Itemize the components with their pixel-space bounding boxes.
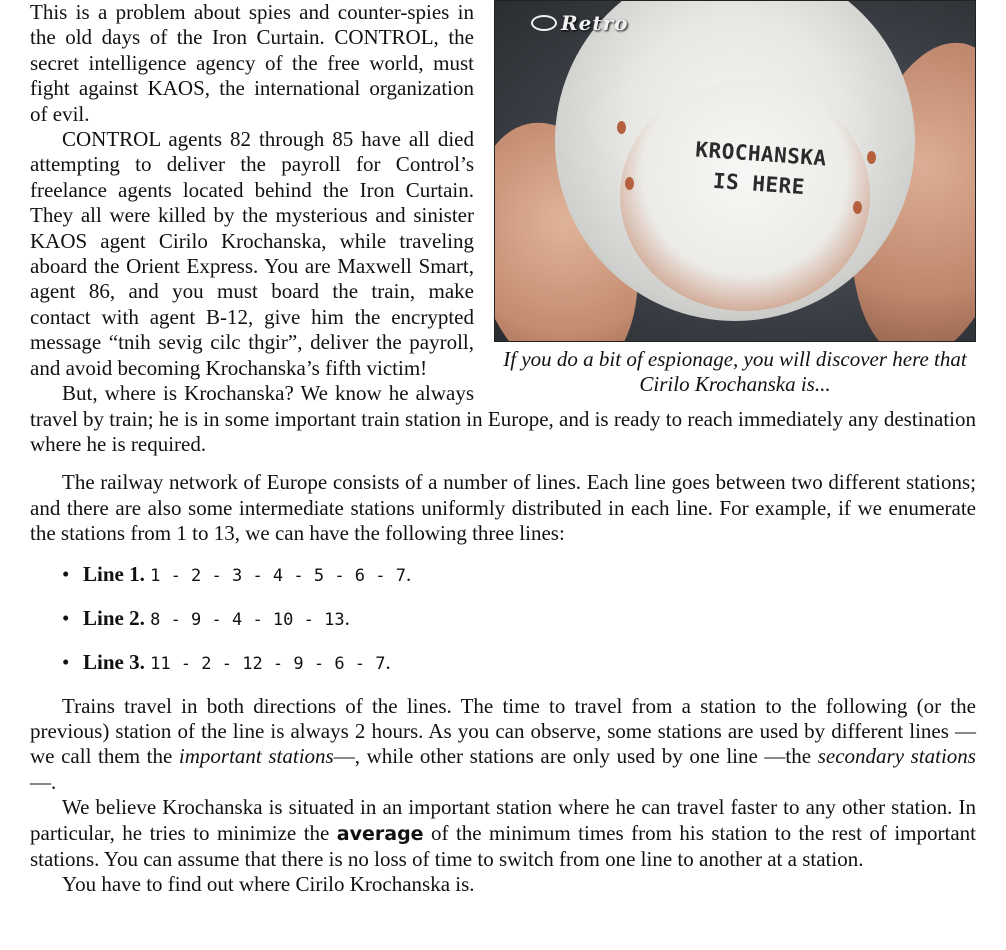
stain-mark [617,121,626,134]
line-label: Line 3. [83,649,145,674]
line-label: Line 2. [83,605,145,630]
cup-photo [494,0,976,342]
text-run: —. [30,769,57,794]
bullet-icon: • [62,649,70,674]
line-end: . [405,561,412,586]
paragraph-where: But, where is Krochanska? We know he always travel by train; he is in some important train station in Europe, and is ready to reach immediately any destination where he is required. [30,381,976,456]
paragraph-agents: CONTROL agents 82 through 85 have all died attempting to deliver the payroll for Control’s freelance agents located behind the Iron Curtain. They all were killed by the mysterious and sinister KAOS agent Cirilo Krochanska, while traveling aboard the Orient Express. You are Maxwell Smart, agent 86, and you must board the train, make contact with agent B-12, give him the encrypted message “tnih sevig cilc thgir”, deliver the payroll, and avoid becoming Krochanska’s fifth victim! [30,127,474,380]
paragraph-travel [30,694,976,796]
line-end: . [344,605,350,630]
retro-logo [531,11,628,36]
paragraph-intro: This is a problem about spies and counter-spies in the old days of the Iron Curtain. CONTROL, the secret intelligence agency of the free world, must fight against KAOS, the international organization of evil. [30,0,474,126]
list-item [62,606,976,633]
stain-mark [853,201,862,214]
cup-message-line2: IS HERE [712,168,806,200]
term-secondary-stations: secondary stations [817,744,976,769]
paragraph-task: You have to find out where Cirilo Krochanska is. [62,872,475,897]
line-stations: 8 - 9 - 4 - 10 - 13 [150,609,345,630]
paragraph-belief [30,795,976,872]
retro-logo-icon [531,15,557,31]
cup-message-line1: KROCHANSKA [694,137,828,171]
lines-list [30,562,976,677]
stain-mark [867,151,876,164]
list-item [62,562,976,589]
document-page [30,0,976,898]
line-end: . [385,649,391,674]
bullet-icon: • [62,605,70,630]
bullet-icon: • [62,561,70,586]
list-item [62,650,976,677]
cup-message [673,133,847,205]
paragraph-network: The railway network of Europe consists of a number of lines. Each line goes between two different stations; and there are also some intermediate stations uniformly distributed in each line. For example, if we enumerate the stations from 1 to 13, we can have the following three lines: [30,470,976,546]
stain-mark [625,177,634,190]
text-run: —, while other stations are only used by one line —the [333,744,818,769]
figure-caption: If you do a bit of espionage, you will discover here that Cirilo Krochanska is... [503,347,967,397]
line-stations: 1 - 2 - 3 - 4 - 5 - 6 - 7 [150,565,406,586]
figure [494,0,976,398]
text-run: of the minimum times from his station to the rest of important stations. You can assume that there is no loss of time to switch from one line to another at a station. [30,820,976,871]
text-run: Trains travel in both directions of the lines. The time to travel from a station to the following (or the previous) station of the line is always 2 hours. As you can observe, some stations are used by different lines —we call them the [30,693,976,769]
line-label: Line 1. [83,561,145,586]
term-important-stations: important stations [178,744,334,769]
retro-logo-text: Retro [561,11,629,35]
line-stations: 11 - 2 - 12 - 9 - 6 - 7 [150,653,386,674]
text-run: We believe Krochanska is situated in an important station where he can travel faster to any other station. In particular, he tries to minimize the [30,795,976,845]
term-average: average [336,822,424,845]
